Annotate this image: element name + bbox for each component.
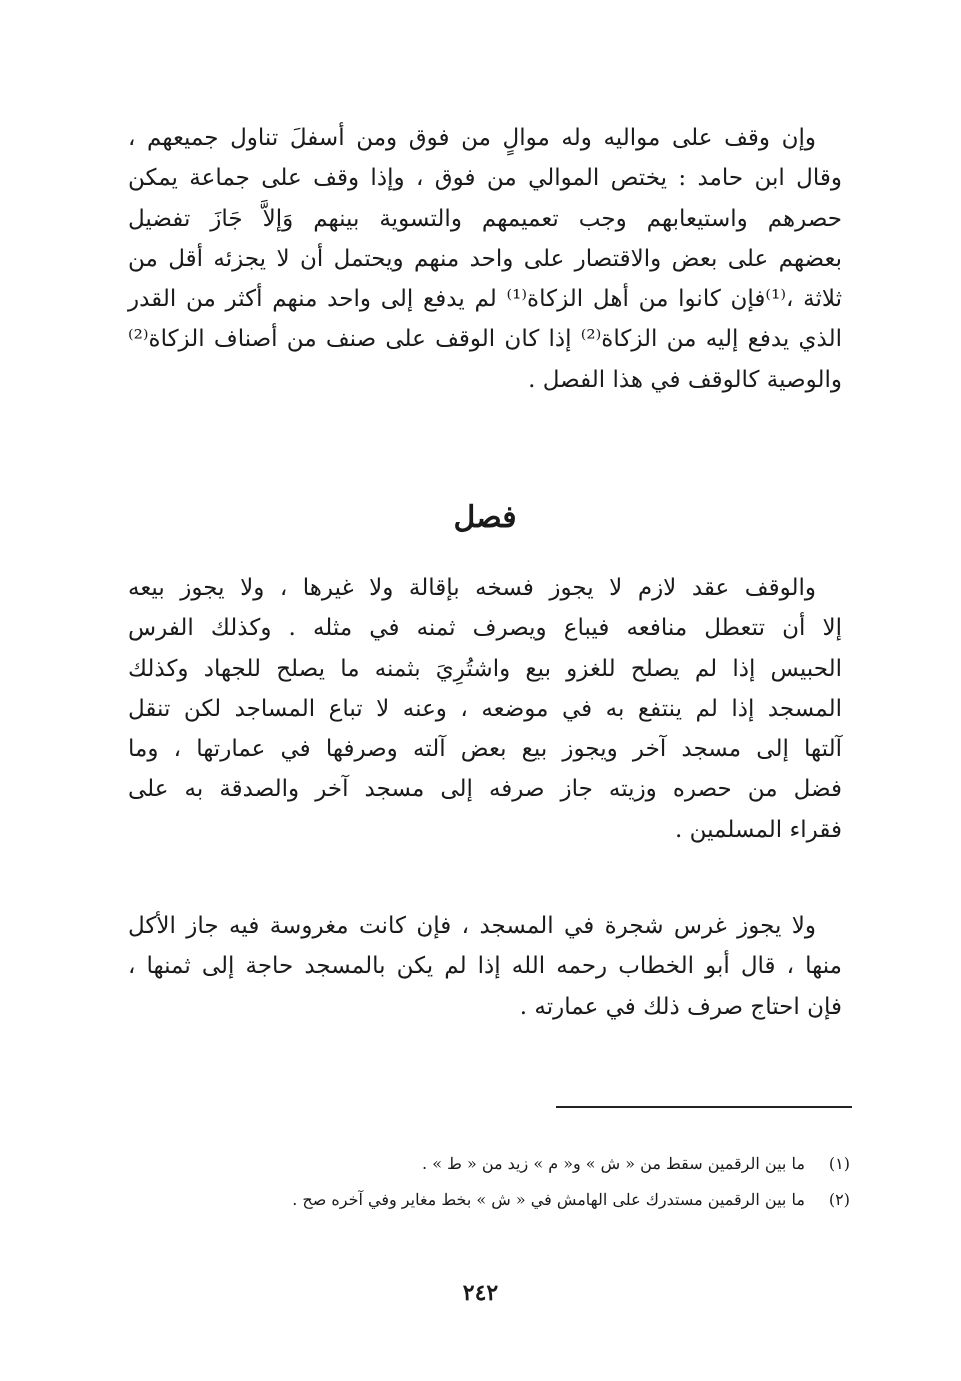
text-line: ثلاثة ،⁽¹⁾فإن كانوا من أهل الزكاة⁽¹⁾ لم يدفع إلى واحد منهم أكثر من القدر [128,286,842,313]
text-line: فإن احتاج صرف ذلك في عمارته . [519,993,842,1020]
text-line: حصرهم واستيعابهم وجب تعميمهم والتسوية بينهم وَإلاَّ جَازَ تفضيل [128,205,842,232]
text-line: والوقف عقد لازم لا يجوز فسخه بإقالة ولا غيرها ، ولا يجوز بيعه [128,575,816,601]
text-line: المسجد إذا لم ينتفع به في موضعه ، وعنه لا تباع المساجد لكن تنقل [128,695,842,722]
footnote-text: ما بين الرقمين مستدرك على الهامش في « ش » بخط مغاير وفي آخره صح . [292,1190,805,1209]
text-line: وإن وقف على مواليه وله موالٍ من فوق ومن أسفلَ تناول جميعهم ، [128,125,816,151]
section-heading: فصل [453,500,517,535]
text-line: الذي يدفع إليه من الزكاة⁽²⁾ إذا كان الوقف على صنف من أصناف الزكاة⁽²⁾ [128,326,843,353]
paragraph-2 [128,568,842,850]
text-line: فقراء المسلمين . [674,816,842,843]
text-line: إلا أن تتعطل منافعه فيباع ويصرف ثمنه في مثله . وكذلك الفرس [128,615,842,642]
text-line: والوصية كالوقف في هذا الفصل . [528,366,842,393]
text-line: فضل من حصره وزيته جاز صرفه إلى مسجد آخر والصدقة به على [128,776,842,803]
footnote-1 [128,1146,850,1182]
text-line: منها ، قال أبو الخطاب رحمه الله إذا لم يكن بالمسجد حاجة إلى ثمنها ، [128,953,842,980]
text-line: وقال ابن حامد : يختص الموالي من فوق ، وإذا وقف على جماعة يمكن [128,165,842,192]
footnote-number: (١) [828,1154,850,1173]
page-number: ٢٤٢ [462,1280,499,1306]
paragraph-3 [128,906,842,1027]
footnote-text: ما بين الرقمين سقط من « ش » و« م » زيد من « ط » . [422,1154,805,1173]
footnote-divider [556,1106,852,1108]
footnote-2 [128,1182,850,1218]
text-line: الحبيس إذا لم يصلح للغزو بيع واشتُرِيَ بثمنه ما يصلح للجهاد وكذلك [128,655,842,682]
footnote-number: (٢) [828,1190,850,1209]
text-line: بعضهم على بعض والاقتصار على واحد منهم ويحتمل أن لا يجزئه أقل من [128,245,842,272]
text-line: ولا يجوز غرس شجرة في المسجد ، فإن كانت مغروسة فيه جاز الأكل [128,913,816,939]
paragraph-1 [128,118,842,400]
footnotes [128,1146,850,1218]
text-line: آلتها إلى مسجد آخر ويجوز بيع بعض آلته وصرفها في عمارتها ، وما [128,736,842,763]
